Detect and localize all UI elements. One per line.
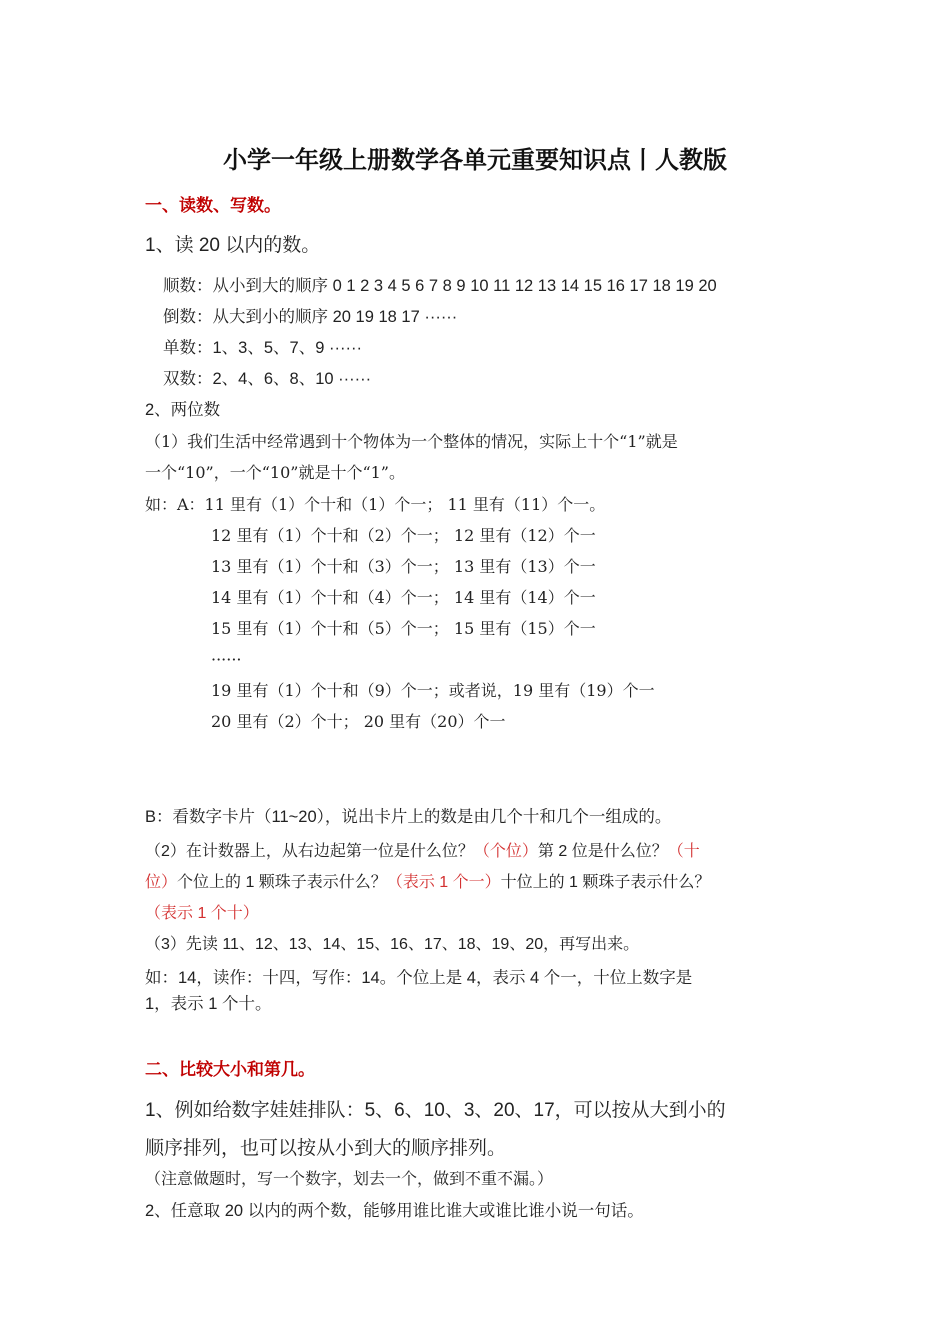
example-line: 19 里有（1）个十和（9）个一；或者说，19 里有（19）个一: [211, 681, 655, 700]
example-line: 13 里有（1）个十和（3）个一； 13 里有（13）个一: [211, 557, 596, 576]
example-line: 14 里有（1）个十和（4）个一； 14 里有（14）个一: [211, 588, 596, 607]
text-line: 倒数：从大到小的顺序 20 19 18 17 ······: [163, 308, 458, 326]
example-line: 12 里有（1）个十和（2）个一； 12 里有（12）个一: [211, 526, 596, 545]
example-line: 1，表示 1 个十。: [145, 995, 272, 1013]
text: 十位上的 1 颗珠子表示什么？: [500, 874, 711, 891]
paragraph-line: [145, 873, 710, 892]
example-line: 15 里有（1）个十和（5）个一； 15 里有（15）个一: [211, 619, 596, 638]
text-line: 双数：2、4、6、8、10 ······: [163, 370, 372, 388]
text: 第 2 位是什么位？: [537, 843, 668, 860]
example-line: 如：14，读作：十四，写作：14。个位上是 4，表示 4 个一，十位上数字是: [145, 969, 693, 987]
answer-highlight: （个位）: [473, 843, 538, 860]
paragraph-line: 2、任意取 20 以内的两个数，能够用谁比谁大或谁比谁小说一句话。: [145, 1202, 644, 1220]
page-title: 小学一年级上册数学各单元重要知识点丨人教版: [223, 145, 727, 174]
item-heading: 1、读 20 以内的数。: [145, 235, 321, 256]
paragraph-line: [145, 842, 700, 861]
text-line: 顺数：从小到大的顺序 0 1 2 3 4 5 6 7 8 9 10 11 12 13 14 15 16 17 18 19 20: [163, 277, 717, 295]
example-line: 20 里有（2）个十； 20 里有（20）个一: [211, 712, 506, 731]
paragraph-line: 一个“10”，一个“10”就是十个“1”。: [145, 463, 405, 482]
paragraph-line: 1、例如给数字娃娃排队：5、6、10、3、20、17，可以按从大到小的: [145, 1100, 726, 1121]
text: （2）在计数器上，从右边起第一位是什么位？: [145, 843, 474, 860]
section-heading: 二、比较大小和第几。: [145, 1060, 315, 1079]
paragraph-line: 顺序排列，也可以按从小到大的顺序排列。: [145, 1138, 507, 1159]
example-line: 如：A：11 里有（1）个十和（1）个一； 11 里有（11）个一。: [145, 495, 606, 514]
example-line: B：看数字卡片（11~20），说出卡片上的数是由几个十和几个一组成的。: [145, 808, 672, 826]
paragraph-line: （1）我们生活中经常遇到十个物体为一个整体的情况，实际上十个“1”就是: [145, 432, 678, 451]
text: 个位上的 1 颗珠子表示什么？: [177, 874, 387, 891]
section-heading: 一、读数、写数。: [145, 196, 281, 215]
text-line: 单数：1、3、5、7、9 ······: [163, 339, 362, 357]
item-heading: 2、两位数: [145, 401, 221, 419]
ellipsis-line: ······: [211, 650, 242, 669]
answer-highlight: 位）: [145, 874, 178, 891]
answer-highlight: （表示 1 个十）: [145, 905, 259, 922]
answer-highlight: （表示 1 个一）: [386, 874, 501, 891]
answer-highlight: （十: [667, 843, 700, 860]
paragraph-line: （3）先读 11、12、13、14、15、16、17、18、19、20，再写出来。: [145, 936, 640, 953]
note-line: （注意做题时，写一个数字，划去一个，做到不重不漏。）: [145, 1171, 554, 1188]
